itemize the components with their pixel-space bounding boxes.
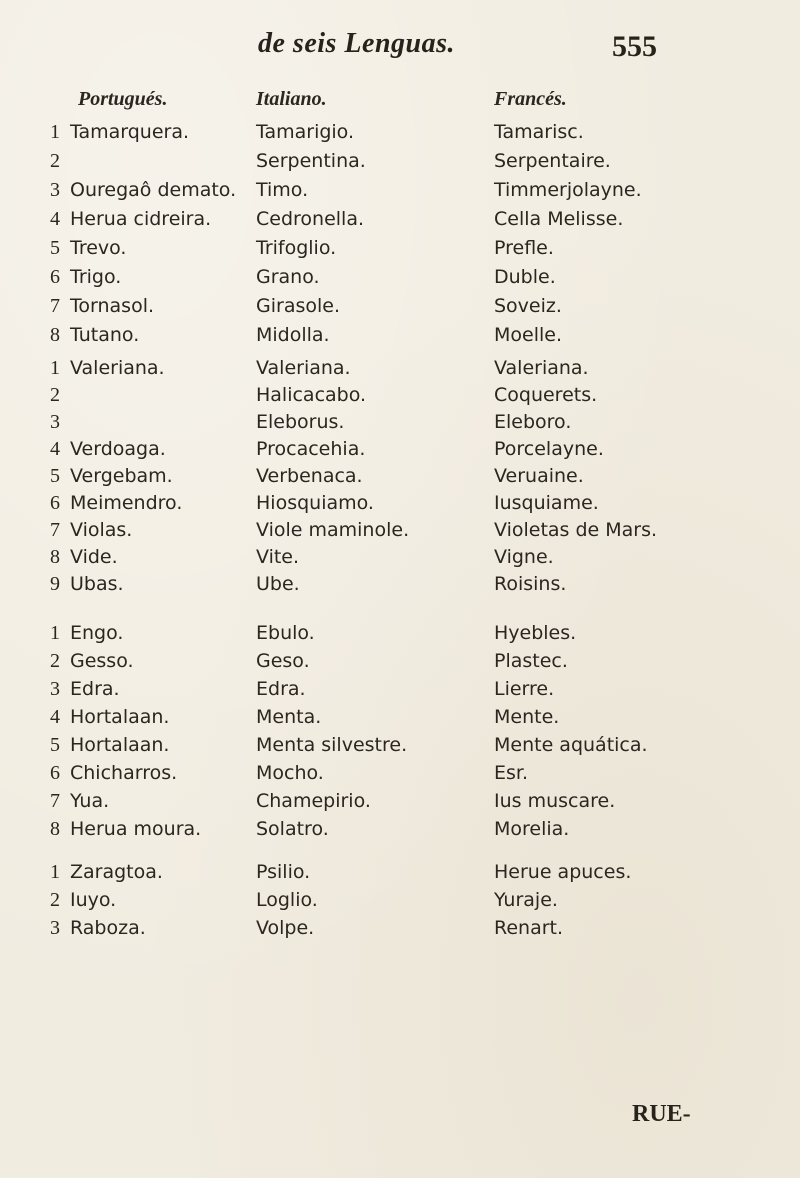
table-row (0, 705, 800, 733)
row-number: 7 (50, 790, 60, 812)
table-row (0, 491, 800, 519)
portuguese-term: Herua moura. (70, 818, 202, 840)
table-row (0, 518, 800, 546)
row-number: 8 (50, 324, 60, 346)
running-title: de seis Lenguas. (258, 28, 455, 59)
italian-term: Hiosquiamo. (256, 492, 374, 514)
italian-term: Loglio. (256, 889, 318, 911)
italian-term: Timo. (256, 179, 309, 201)
portuguese-term: Yua. (70, 790, 110, 812)
italian-term: Psilio. (256, 861, 311, 883)
row-number: 3 (50, 179, 60, 201)
table-row (0, 621, 800, 649)
italian-term: Halicacabo. (256, 384, 367, 406)
italian-term: Edra. (256, 678, 306, 700)
table-row (0, 383, 800, 411)
table-row (0, 178, 800, 206)
table-row (0, 207, 800, 235)
italian-term: Solatro. (256, 818, 329, 840)
table-row (0, 265, 800, 293)
italian-term: Girasole. (256, 295, 340, 317)
italian-term: Grano. (256, 266, 320, 288)
french-term: Cella Melisse. (494, 208, 624, 230)
row-number: 1 (50, 357, 60, 379)
table-row (0, 294, 800, 322)
row-number: 6 (50, 762, 60, 784)
portuguese-term: Trigo. (70, 266, 122, 288)
row-number: 2 (50, 150, 60, 172)
french-term: Moelle. (494, 324, 562, 346)
row-number: 3 (50, 411, 60, 433)
italian-term: Menta. (256, 706, 322, 728)
french-term: Plastec. (494, 650, 568, 672)
italian-term: Geso. (256, 650, 310, 672)
italian-term: Menta silvestre. (256, 734, 408, 756)
table-row (0, 649, 800, 677)
french-term: Morelia. (494, 818, 570, 840)
row-number: 6 (50, 492, 60, 514)
portuguese-term: Valeriana. (70, 357, 165, 379)
french-term: Coquerets. (494, 384, 598, 406)
french-term: Valeriana. (494, 357, 589, 379)
portuguese-term: Vergebam. (70, 465, 173, 487)
italian-term: Volpe. (256, 917, 315, 939)
row-number: 4 (50, 438, 60, 460)
row-number: 4 (50, 706, 60, 728)
portuguese-term: Ubas. (70, 573, 124, 595)
french-term: Vigne. (494, 546, 554, 568)
french-term: Hyebles. (494, 622, 577, 644)
french-term: Soveiz. (494, 295, 562, 317)
italian-term: Ube. (256, 573, 300, 595)
table-row (0, 761, 800, 789)
table-row (0, 410, 800, 438)
portuguese-term: Ouregaô demato. (70, 179, 237, 201)
french-term: Duble. (494, 266, 556, 288)
row-number: 4 (50, 208, 60, 230)
portuguese-term: Tutano. (70, 324, 140, 346)
row-number: 2 (50, 384, 60, 406)
row-number: 8 (50, 546, 60, 568)
row-number: 1 (50, 861, 60, 883)
portuguese-term: Hortalaan. (70, 734, 170, 756)
portuguese-term: Gesso. (70, 650, 134, 672)
french-term: Violetas de Mars. (494, 519, 658, 541)
italian-term: Tamarigio. (256, 121, 355, 143)
table-row (0, 437, 800, 465)
portuguese-term: Engo. (70, 622, 124, 644)
table-row (0, 236, 800, 264)
table-row (0, 916, 800, 944)
italian-term: Serpentina. (256, 150, 366, 172)
portuguese-term: Meimendro. (70, 492, 183, 514)
portuguese-term: Violas. (70, 519, 133, 541)
running-head (0, 22, 800, 62)
italian-term: Viole maminole. (256, 519, 410, 541)
italian-term: Valeriana. (256, 357, 351, 379)
portuguese-term: Zaragtoa. (70, 861, 163, 883)
row-number: 2 (50, 889, 60, 911)
french-term: Mente aquática. (494, 734, 648, 756)
italian-term: Trifoglio. (256, 237, 337, 259)
table-row (0, 323, 800, 351)
french-term: Tamarisc. (494, 121, 584, 143)
portuguese-term: Herua cidreira. (70, 208, 212, 230)
portuguese-term: Trevo. (70, 237, 127, 259)
row-number: 3 (50, 678, 60, 700)
french-term: Herue apuces. (494, 861, 632, 883)
french-term: Renart. (494, 917, 564, 939)
french-term: Prefle. (494, 237, 554, 259)
portuguese-term: Edra. (70, 678, 120, 700)
column-header-italian: Italiano. (256, 88, 327, 110)
french-term: Esr. (494, 762, 529, 784)
catchword: RUE- (632, 1101, 691, 1127)
italian-term: Vite. (256, 546, 300, 568)
row-number: 1 (50, 121, 60, 143)
table-row (0, 356, 800, 384)
table-row (0, 860, 800, 888)
italian-term: Ebulo. (256, 622, 315, 644)
table-row (0, 817, 800, 845)
column-header-french: Francés. (494, 88, 567, 110)
portuguese-term: Tamarquera. (70, 121, 190, 143)
row-number: 1 (50, 622, 60, 644)
table-row (0, 733, 800, 761)
table-row (0, 545, 800, 573)
row-number: 7 (50, 519, 60, 541)
italian-term: Chamepirio. (256, 790, 371, 812)
column-header-portuguese: Portugués. (78, 88, 168, 110)
row-number: 2 (50, 650, 60, 672)
french-term: Veruaine. (494, 465, 584, 487)
italian-term: Mocho. (256, 762, 324, 784)
table-row (0, 572, 800, 600)
portuguese-term: Raboza. (70, 917, 146, 939)
italian-term: Eleborus. (256, 411, 345, 433)
table-row (0, 888, 800, 916)
portuguese-term: Vide. (70, 546, 118, 568)
italian-term: Procacehia. (256, 438, 366, 460)
french-term: Yuraje. (494, 889, 558, 911)
row-number: 5 (50, 237, 60, 259)
portuguese-term: Verdoaga. (70, 438, 166, 460)
french-term: Iusquiame. (494, 492, 599, 514)
portuguese-term: Iuyo. (70, 889, 117, 911)
portuguese-term: Tornasol. (70, 295, 155, 317)
table-row (0, 677, 800, 705)
french-term: Ius muscare. (494, 790, 616, 812)
page-number: 555 (612, 30, 657, 63)
table-row (0, 149, 800, 177)
table-row (0, 464, 800, 492)
portuguese-term: Hortalaan. (70, 706, 170, 728)
row-number: 5 (50, 734, 60, 756)
row-number: 3 (50, 917, 60, 939)
row-number: 7 (50, 295, 60, 317)
french-term: Lierre. (494, 678, 555, 700)
italian-term: Cedronella. (256, 208, 365, 230)
french-term: Serpentaire. (494, 150, 611, 172)
french-term: Eleboro. (494, 411, 572, 433)
french-term: Roisins. (494, 573, 567, 595)
italian-term: Midolla. (256, 324, 330, 346)
row-number: 6 (50, 266, 60, 288)
portuguese-term: Chicharros. (70, 762, 178, 784)
french-term: Mente. (494, 706, 560, 728)
table-row (0, 120, 800, 148)
row-number: 9 (50, 573, 60, 595)
table-row (0, 789, 800, 817)
french-term: Porcelayne. (494, 438, 604, 460)
row-number: 8 (50, 818, 60, 840)
french-term: Timmerjolayne. (494, 179, 642, 201)
row-number: 5 (50, 465, 60, 487)
italian-term: Verbenaca. (256, 465, 363, 487)
